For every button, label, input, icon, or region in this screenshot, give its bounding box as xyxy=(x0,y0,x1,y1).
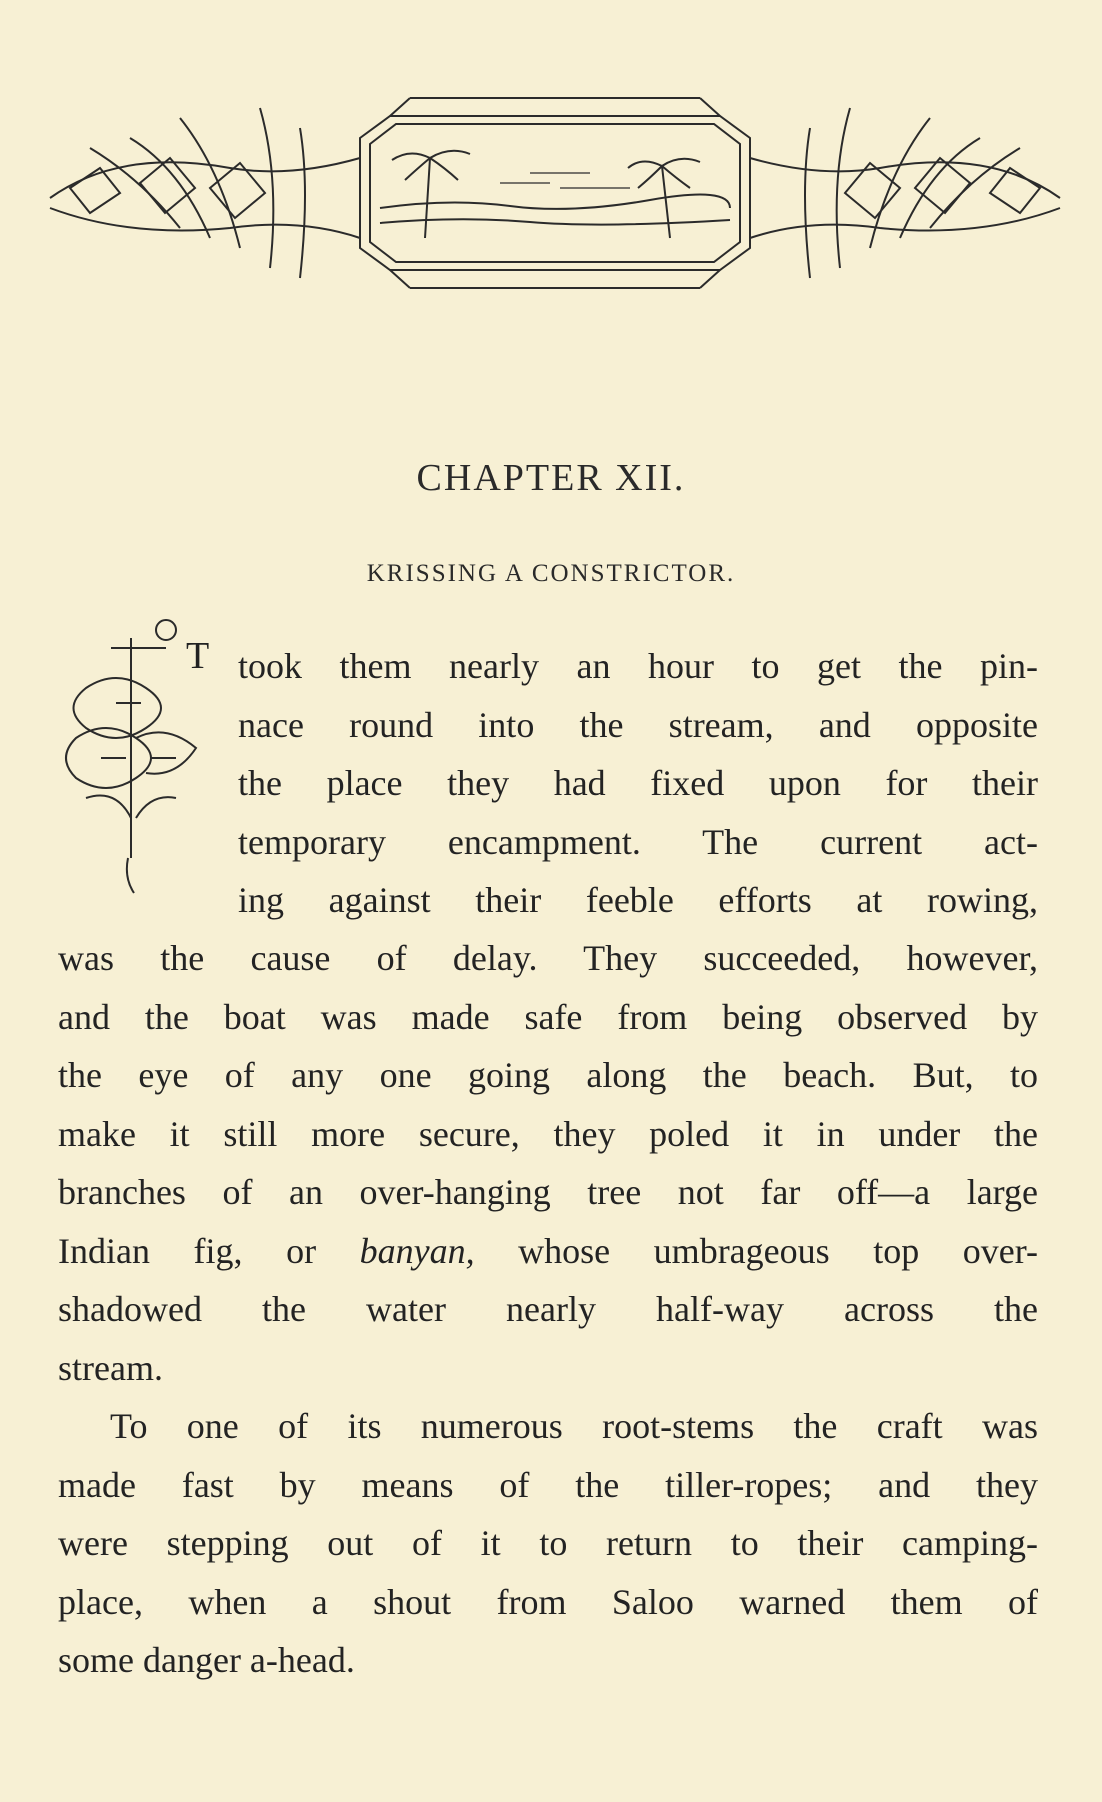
paragraph-1-indented xyxy=(238,637,1038,930)
text-line: were stepping out of it to return to their camping- xyxy=(58,1523,1038,1563)
text-line: shadowed the water nearly half-way across the xyxy=(58,1289,1038,1329)
landscape-headpiece-ornament xyxy=(30,88,1080,318)
chapter-title: CHAPTER XII. xyxy=(416,457,686,499)
text-line: took them nearly an hour to get the pin- xyxy=(238,646,1038,686)
text-fragment: Indian fig, or xyxy=(58,1230,360,1271)
dropcap xyxy=(56,608,216,898)
text-line: place, when a shout from Saloo warned them of xyxy=(58,1581,1038,1622)
paragraph-1-body xyxy=(58,929,1038,1397)
text-line: made fast by means of the tiller-ropes; and they xyxy=(58,1464,1038,1505)
paragraph-2 xyxy=(58,1397,1038,1690)
dropcap-letter: T xyxy=(186,635,210,677)
text-line: was the cause of delay. They succeeded, however, xyxy=(58,938,1038,978)
text-line: and the boat was made safe from being observed by xyxy=(58,996,1038,1037)
text-line: ing against their feeble efforts at rowing, xyxy=(238,880,1038,920)
text-fragment: whose umbrageous top over- xyxy=(474,1230,1038,1271)
text-line: some danger a-head. xyxy=(58,1640,355,1680)
chapter-subtitle: KRISSING A CONSTRICTOR. xyxy=(366,560,736,587)
text-line: the place they had fixed upon for their xyxy=(238,763,1038,803)
text-line: temporary encampment. The current act- xyxy=(238,821,1038,862)
text-line: stream. xyxy=(58,1347,163,1388)
text-line: branches of an over-hanging tree not far off—a large xyxy=(58,1172,1038,1212)
text-line-banyan xyxy=(58,1222,1038,1281)
italic-word: banyan, xyxy=(359,1230,475,1271)
text-line: make it still more secure, they poled it in under the xyxy=(58,1113,1038,1154)
text-line: To one of its numerous root-stems the craft was xyxy=(110,1406,1038,1446)
text-line: the eye of any one going along the beach. But, to xyxy=(58,1055,1038,1095)
text-line: nace round into the stream, and opposite xyxy=(238,704,1038,745)
